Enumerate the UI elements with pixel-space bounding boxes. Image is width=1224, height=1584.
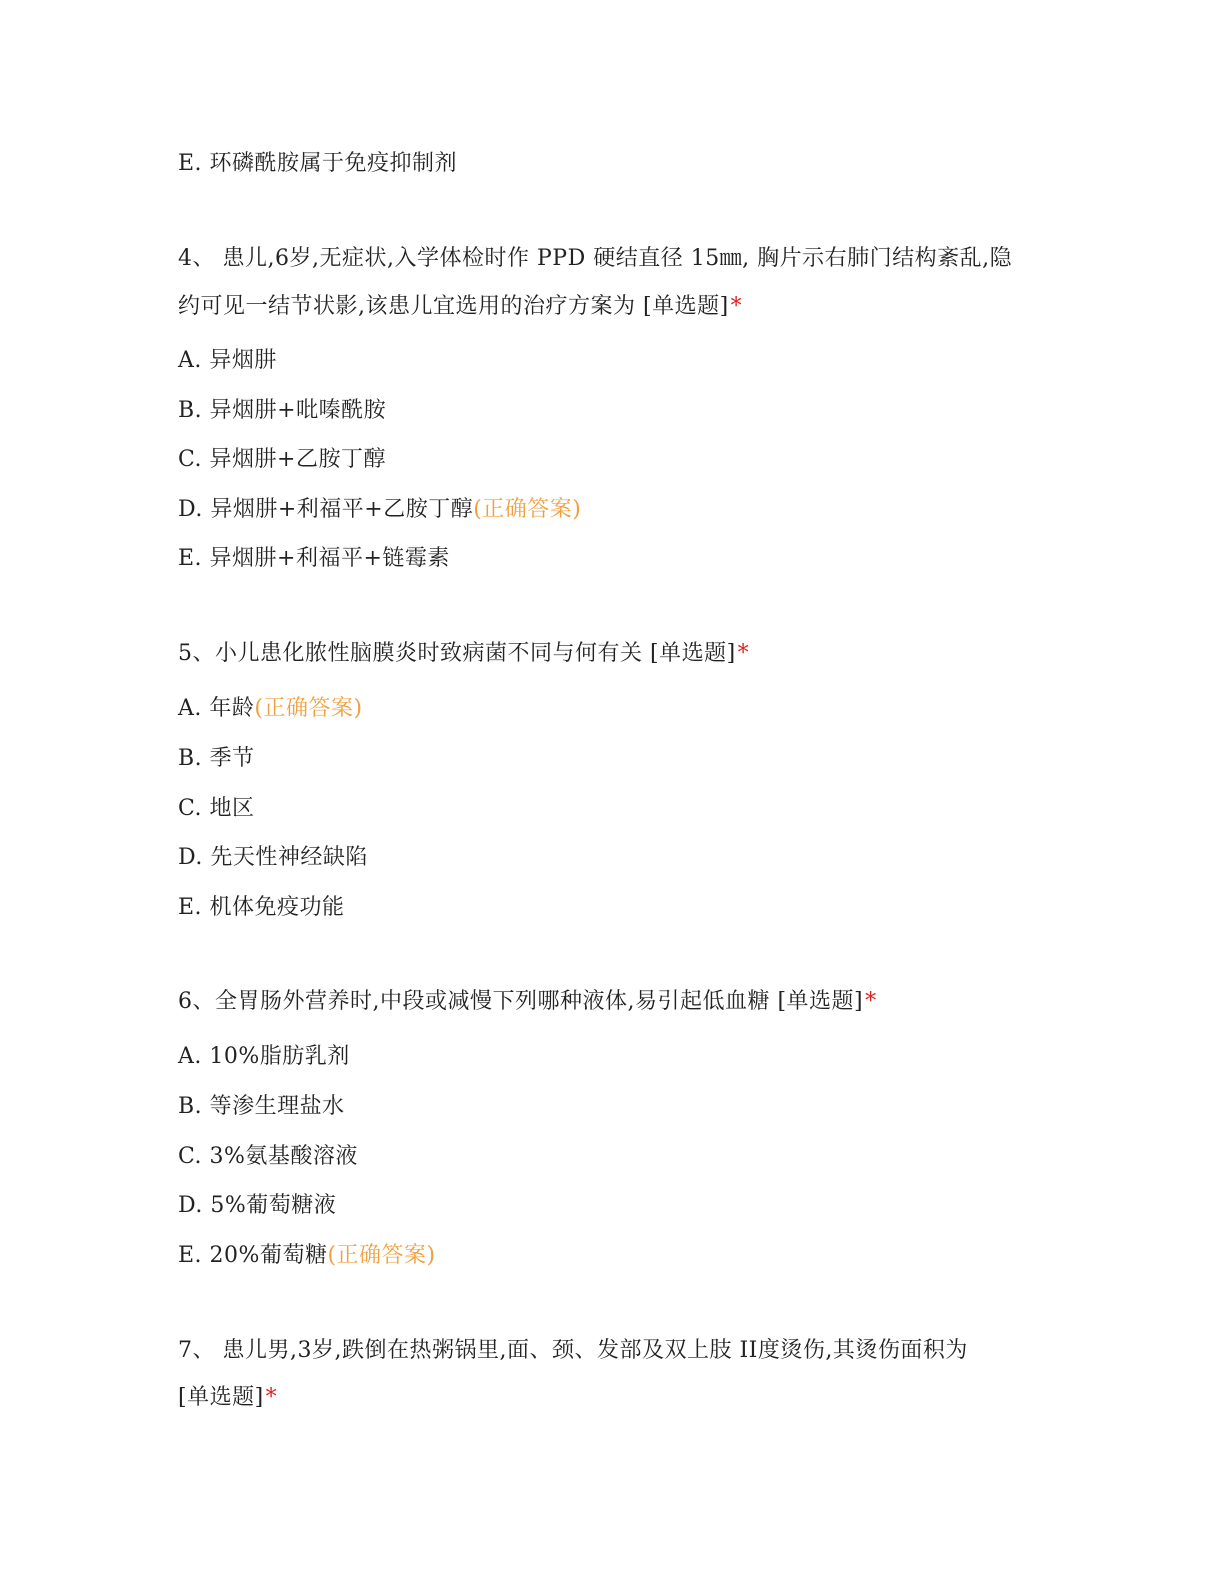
correct-answer-tag: (正确答案): [327, 1243, 436, 1268]
option-text: B. 等渗生理盐水: [178, 1094, 345, 1119]
question-text: 约可见一结节状影,该患儿宜选用的治疗方案为 [单选题]: [178, 294, 729, 319]
q7-stem-line1: [178, 1336, 968, 1366]
option-text: B. 异烟肼+吡嗪酰胺: [178, 398, 387, 423]
required-mark: *: [730, 294, 743, 319]
q5-stem: [178, 639, 749, 669]
q6-option-b: [178, 1092, 345, 1122]
q4-option-d: [178, 495, 581, 525]
option-text: E. 环磷酰胺属于免疫抑制剂: [178, 151, 458, 176]
q5-option-a: [178, 694, 363, 724]
q5-option-e: [178, 893, 345, 923]
q5-option-b: [178, 744, 255, 774]
q4-stem-line2: [178, 292, 742, 322]
question-text: 7、 患儿男,3岁,跌倒在热粥锅里,面、颈、发部及双上肢 II度烫伤,其烫伤面积为: [178, 1338, 968, 1363]
q4-option-c: [178, 445, 386, 475]
q6-option-a: [178, 1042, 350, 1072]
q4-option-a: [178, 346, 277, 376]
q4-option-e: [178, 544, 450, 574]
question-text: 4、 患儿,6岁,无症状,入学体检时作 PPD 硬结直径 15㎜, 胸片示右肺门结构紊乱,隐: [178, 246, 1013, 271]
q7-stem-line2: [178, 1383, 277, 1413]
option-text: D. 先天性神经缺陷: [178, 845, 368, 870]
option-text: E. 异烟肼+利福平+链霉素: [178, 546, 450, 571]
option-text: A. 10%脂肪乳剂: [178, 1044, 350, 1069]
q5-option-d: [178, 843, 368, 873]
q5-option-c: [178, 794, 255, 824]
q4-stem-line1: [178, 244, 1012, 274]
option-text: C. 异烟肼+乙胺丁醇: [178, 447, 386, 472]
option-text: A. 年龄: [178, 696, 255, 721]
option-text: E. 机体免疫功能: [178, 895, 345, 920]
option-text: D. 5%葡萄糖液: [178, 1193, 337, 1218]
option-text: E. 20%葡萄糖: [178, 1243, 328, 1268]
option-text: A. 异烟肼: [178, 348, 277, 373]
correct-answer-tag: (正确答案): [473, 497, 582, 522]
option-text: C. 地区: [178, 796, 255, 821]
q3-option-e: [178, 149, 457, 179]
option-text: C. 3%氨基酸溶液: [178, 1144, 358, 1169]
q6-stem: [178, 987, 877, 1017]
q6-option-d: [178, 1191, 336, 1221]
question-text: [单选题]: [178, 1385, 264, 1410]
question-text: 5、小儿患化脓性脑膜炎时致病菌不同与何有关 [单选题]: [178, 641, 736, 666]
option-text: D. 异烟肼+利福平+乙胺丁醇: [178, 497, 474, 522]
q6-option-c: [178, 1142, 358, 1172]
question-text: 6、全胃肠外营养时,中段或减慢下列哪种液体,易引起低血糖 [单选题]: [178, 989, 864, 1014]
q4-option-b: [178, 396, 386, 426]
required-mark: *: [265, 1385, 278, 1410]
required-mark: *: [737, 641, 750, 666]
q6-option-e: [178, 1241, 436, 1271]
option-text: B. 季节: [178, 746, 255, 771]
required-mark: *: [865, 989, 877, 1014]
correct-answer-tag: (正确答案): [254, 696, 363, 721]
